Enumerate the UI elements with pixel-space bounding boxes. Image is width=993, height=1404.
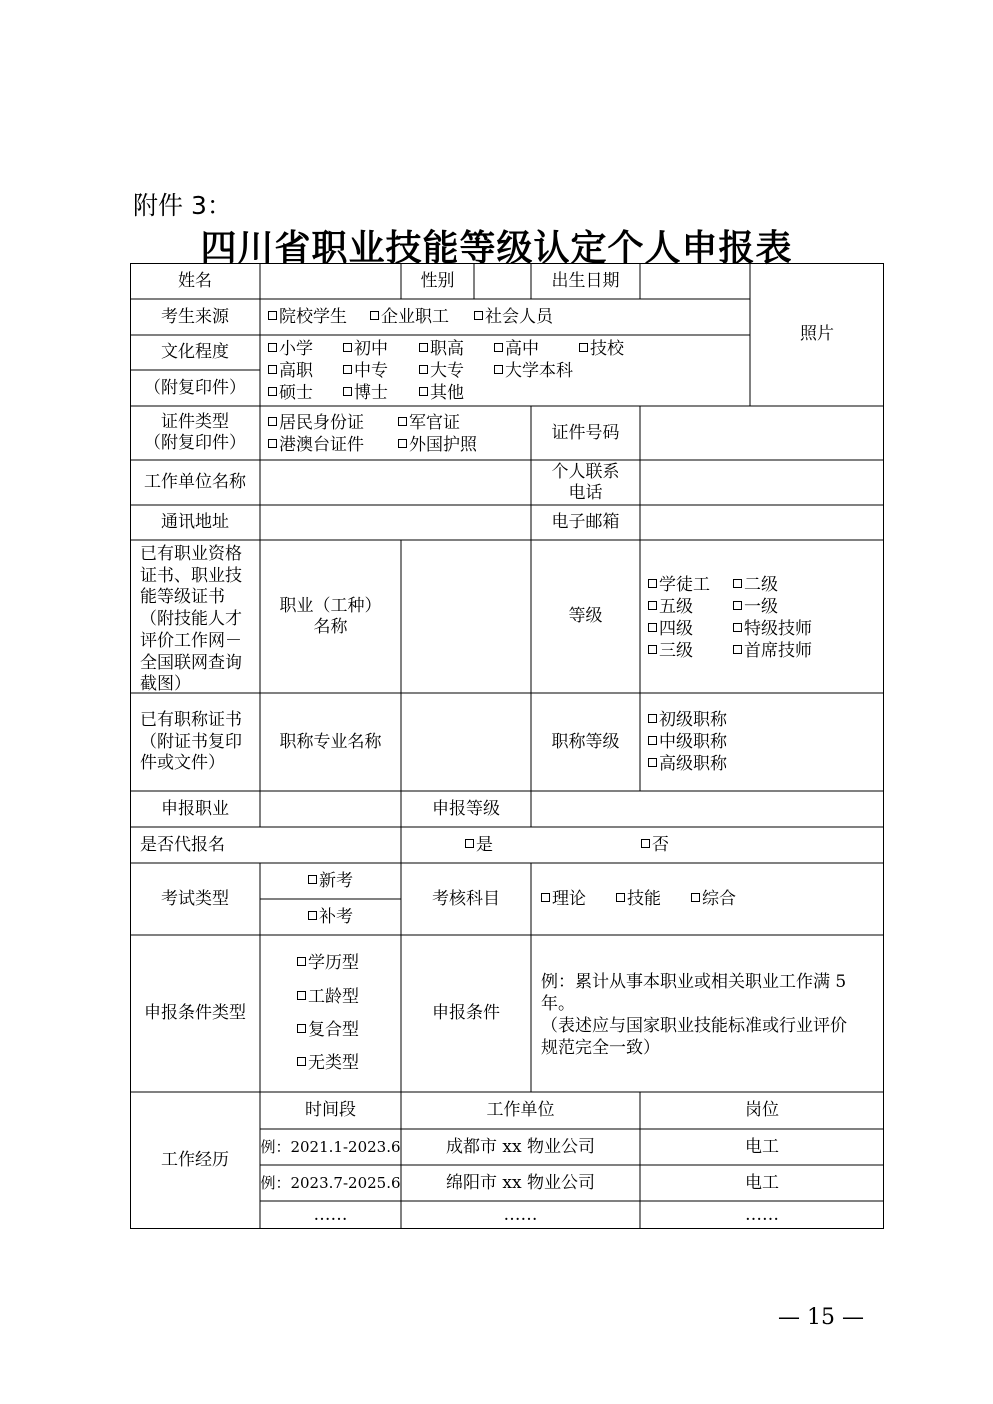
gender-field[interactable]	[474, 263, 531, 299]
option-edu-other[interactable]: 其他	[419, 383, 464, 404]
option-source-public[interactable]: 社会人员	[474, 307, 553, 328]
label-work-history: 工作经历	[161, 1150, 229, 1170]
checkbox-icon	[648, 645, 657, 654]
option-proxy-no[interactable]: 否	[641, 835, 669, 856]
id-number-field[interactable]	[640, 406, 884, 460]
checkbox-icon	[494, 365, 503, 374]
option-subject-theory[interactable]: 理论	[541, 889, 586, 910]
checkbox-icon	[641, 839, 650, 848]
checkbox-icon	[691, 893, 700, 902]
option-grade-chief-technician[interactable]: 首席技师	[733, 641, 812, 662]
history-row-1-unit[interactable]: 成都市 xx 物业公司	[446, 1136, 595, 1157]
label-id-number: 证件号码	[551, 422, 620, 443]
label-candidate-source: 考生来源	[161, 306, 229, 327]
label-condition: 申报条件	[432, 1003, 500, 1023]
option-source-student[interactable]: 院校学生	[268, 307, 347, 328]
checkbox-icon	[648, 736, 657, 745]
label-title-cert: 已有职称证书 （附证书复印 件或文件）	[140, 710, 242, 774]
option-edu-master[interactable]: 硕士	[268, 383, 313, 404]
label-name: 姓名	[178, 270, 212, 291]
option-title-senior[interactable]: 高级职称	[648, 754, 727, 775]
label-gender: 性别	[420, 270, 455, 291]
checkbox-icon	[419, 387, 428, 396]
checkbox-icon	[398, 439, 407, 448]
occupation-name-field[interactable]	[401, 540, 531, 693]
application-form	[130, 263, 884, 1229]
label-title-major: 职称专业名称	[279, 731, 382, 752]
option-grade-level-4[interactable]: 四级	[648, 619, 693, 640]
attachment-label: 附件 3：	[133, 191, 232, 220]
history-row-3-unit[interactable]: ……	[503, 1204, 538, 1225]
label-birth-date: 出生日期	[551, 270, 620, 291]
checkbox-icon	[268, 311, 277, 320]
history-row-2-post[interactable]: 电工	[745, 1172, 779, 1193]
option-subject-comprehensive[interactable]: 综合	[691, 889, 736, 910]
label-proxy: 是否代报名	[140, 834, 225, 855]
label-apply-occupation: 申报职业	[161, 798, 229, 819]
label-occupation-name: 职业（工种） 名称	[279, 595, 382, 637]
checkbox-icon	[398, 417, 407, 426]
checkbox-icon	[648, 601, 657, 610]
option-condition-seniority[interactable]: 工龄型	[297, 987, 359, 1008]
option-exam-new[interactable]: 新考	[260, 863, 401, 899]
checkbox-icon	[308, 875, 317, 884]
option-edu-junior[interactable]: 初中	[343, 339, 388, 360]
option-proxy-yes[interactable]: 是	[465, 835, 493, 856]
option-grade-level-3[interactable]: 三级	[648, 641, 693, 662]
checkbox-icon	[474, 311, 483, 320]
title-major-field[interactable]	[401, 693, 531, 791]
checkbox-icon	[297, 1024, 306, 1033]
label-exam-type: 考试类型	[161, 888, 229, 909]
option-condition-education[interactable]: 学历型	[297, 953, 359, 974]
condition-text[interactable]: 例：累计从事本职业或相关职业工作满 5 年。 （表述应与国家职业技能标准或行业评价 规范完全一致）	[541, 972, 847, 1058]
apply-occupation-field[interactable]	[260, 791, 401, 827]
option-edu-college[interactable]: 大专	[419, 361, 464, 382]
label-education: 文化程度	[161, 342, 229, 362]
option-grade-apprentice[interactable]: 学徒工	[648, 575, 710, 596]
email-field[interactable]	[640, 505, 884, 540]
option-title-intermediate[interactable]: 中级职称	[648, 732, 727, 753]
label-phone: 个人联系 电话	[551, 461, 620, 503]
work-unit-field[interactable]	[260, 460, 531, 505]
checkbox-icon	[297, 991, 306, 1000]
page-number: — 15 —	[778, 1305, 864, 1330]
name-field[interactable]	[260, 263, 401, 299]
label-title-grade: 职称等级	[551, 731, 620, 752]
option-edu-technical[interactable]: 技校	[579, 339, 624, 360]
checkbox-icon	[648, 623, 657, 632]
label-email: 电子邮箱	[551, 512, 620, 532]
checkbox-icon	[616, 893, 625, 902]
checkbox-icon	[494, 343, 503, 352]
apply-grade-field[interactable]	[531, 791, 884, 827]
checkbox-icon	[343, 387, 352, 396]
label-id-type: 证件类型 （附复印件）	[144, 412, 246, 453]
label-grade: 等级	[568, 606, 603, 626]
photo-box[interactable]: 照片	[800, 324, 834, 344]
checkbox-icon	[268, 439, 277, 448]
label-apply-grade: 申报等级	[432, 798, 500, 819]
address-field[interactable]	[260, 505, 531, 540]
history-row-3-post[interactable]: ……	[745, 1204, 779, 1225]
label-education-copy: （附复印件）	[144, 377, 246, 398]
option-source-employee[interactable]: 企业职工	[370, 307, 449, 328]
option-edu-bachelor[interactable]: 大学本科	[494, 361, 573, 382]
checkbox-icon	[370, 311, 379, 320]
history-row-2-period[interactable]: 例：2023.7-2025.6	[260, 1173, 401, 1192]
option-id-military[interactable]: 军官证	[398, 413, 460, 434]
checkbox-icon	[268, 417, 277, 426]
option-id-foreign-passport[interactable]: 外国护照	[398, 435, 477, 456]
checkbox-icon	[268, 387, 277, 396]
history-row-1-post[interactable]: 电工	[745, 1136, 779, 1157]
checkbox-icon	[419, 365, 428, 374]
option-edu-secondary-technical[interactable]: 中专	[343, 361, 388, 382]
checkbox-icon	[648, 579, 657, 588]
option-edu-vocational-high[interactable]: 职高	[419, 339, 464, 360]
checkbox-icon	[268, 343, 277, 352]
checkbox-icon	[648, 714, 657, 723]
checkbox-icon	[733, 623, 742, 632]
birth-date-field[interactable]	[640, 263, 750, 299]
phone-field[interactable]	[640, 460, 884, 505]
checkbox-icon	[419, 343, 428, 352]
option-grade-level-2[interactable]: 二级	[733, 575, 778, 596]
checkbox-icon	[733, 579, 742, 588]
checkbox-icon	[465, 839, 474, 848]
history-row-3-period[interactable]: ……	[313, 1204, 348, 1225]
option-id-resident-card[interactable]: 居民身份证	[268, 413, 364, 434]
option-edu-primary[interactable]: 小学	[268, 339, 313, 360]
label-existing-cert: 已有职业资格 证书、职业技 能等级证书 （附技能人才 评价工作网－ 全国联网查询 截图）	[140, 544, 242, 695]
checkbox-icon	[541, 893, 550, 902]
option-id-hk-macao-taiwan[interactable]: 港澳台证件	[268, 435, 364, 456]
checkbox-icon	[268, 365, 277, 374]
option-condition-composite[interactable]: 复合型	[297, 1020, 359, 1041]
checkbox-icon	[733, 645, 742, 654]
checkbox-icon	[343, 365, 352, 374]
checkbox-icon	[579, 343, 588, 352]
header-unit: 工作单位	[486, 1100, 555, 1120]
checkbox-icon	[733, 601, 742, 610]
option-edu-senior[interactable]: 高中	[494, 339, 539, 360]
label-condition-type: 申报条件类型	[144, 1003, 246, 1023]
checkbox-icon	[308, 911, 317, 920]
option-grade-special-technician[interactable]: 特级技师	[733, 619, 812, 640]
label-work-unit: 工作单位名称	[144, 472, 246, 492]
option-subject-skill[interactable]: 技能	[616, 889, 661, 910]
option-grade-level-1[interactable]: 一级	[733, 597, 778, 618]
checkbox-icon	[297, 1057, 306, 1066]
option-grade-level-5[interactable]: 五级	[648, 597, 693, 618]
option-exam-retake[interactable]: 补考	[260, 899, 401, 935]
option-edu-doctor[interactable]: 博士	[343, 383, 388, 404]
checkbox-icon	[343, 343, 352, 352]
checkbox-icon	[648, 758, 657, 767]
label-exam-subject: 考核科目	[432, 888, 500, 909]
header-post: 岗位	[745, 1100, 779, 1120]
header-period: 时间段	[305, 1100, 356, 1120]
label-address: 通讯地址	[161, 512, 229, 532]
checkbox-icon	[297, 957, 306, 966]
history-row-1-period[interactable]: 例：2021.1-2023.6	[260, 1137, 401, 1156]
option-title-junior[interactable]: 初级职称	[648, 710, 727, 731]
option-condition-none[interactable]: 无类型	[297, 1053, 359, 1074]
form-title: 四川省职业技能等级认定个人申报表	[200, 227, 793, 269]
history-row-2-unit[interactable]: 绵阳市 xx 物业公司	[446, 1172, 595, 1193]
option-edu-higher-vocational[interactable]: 高职	[268, 361, 313, 382]
